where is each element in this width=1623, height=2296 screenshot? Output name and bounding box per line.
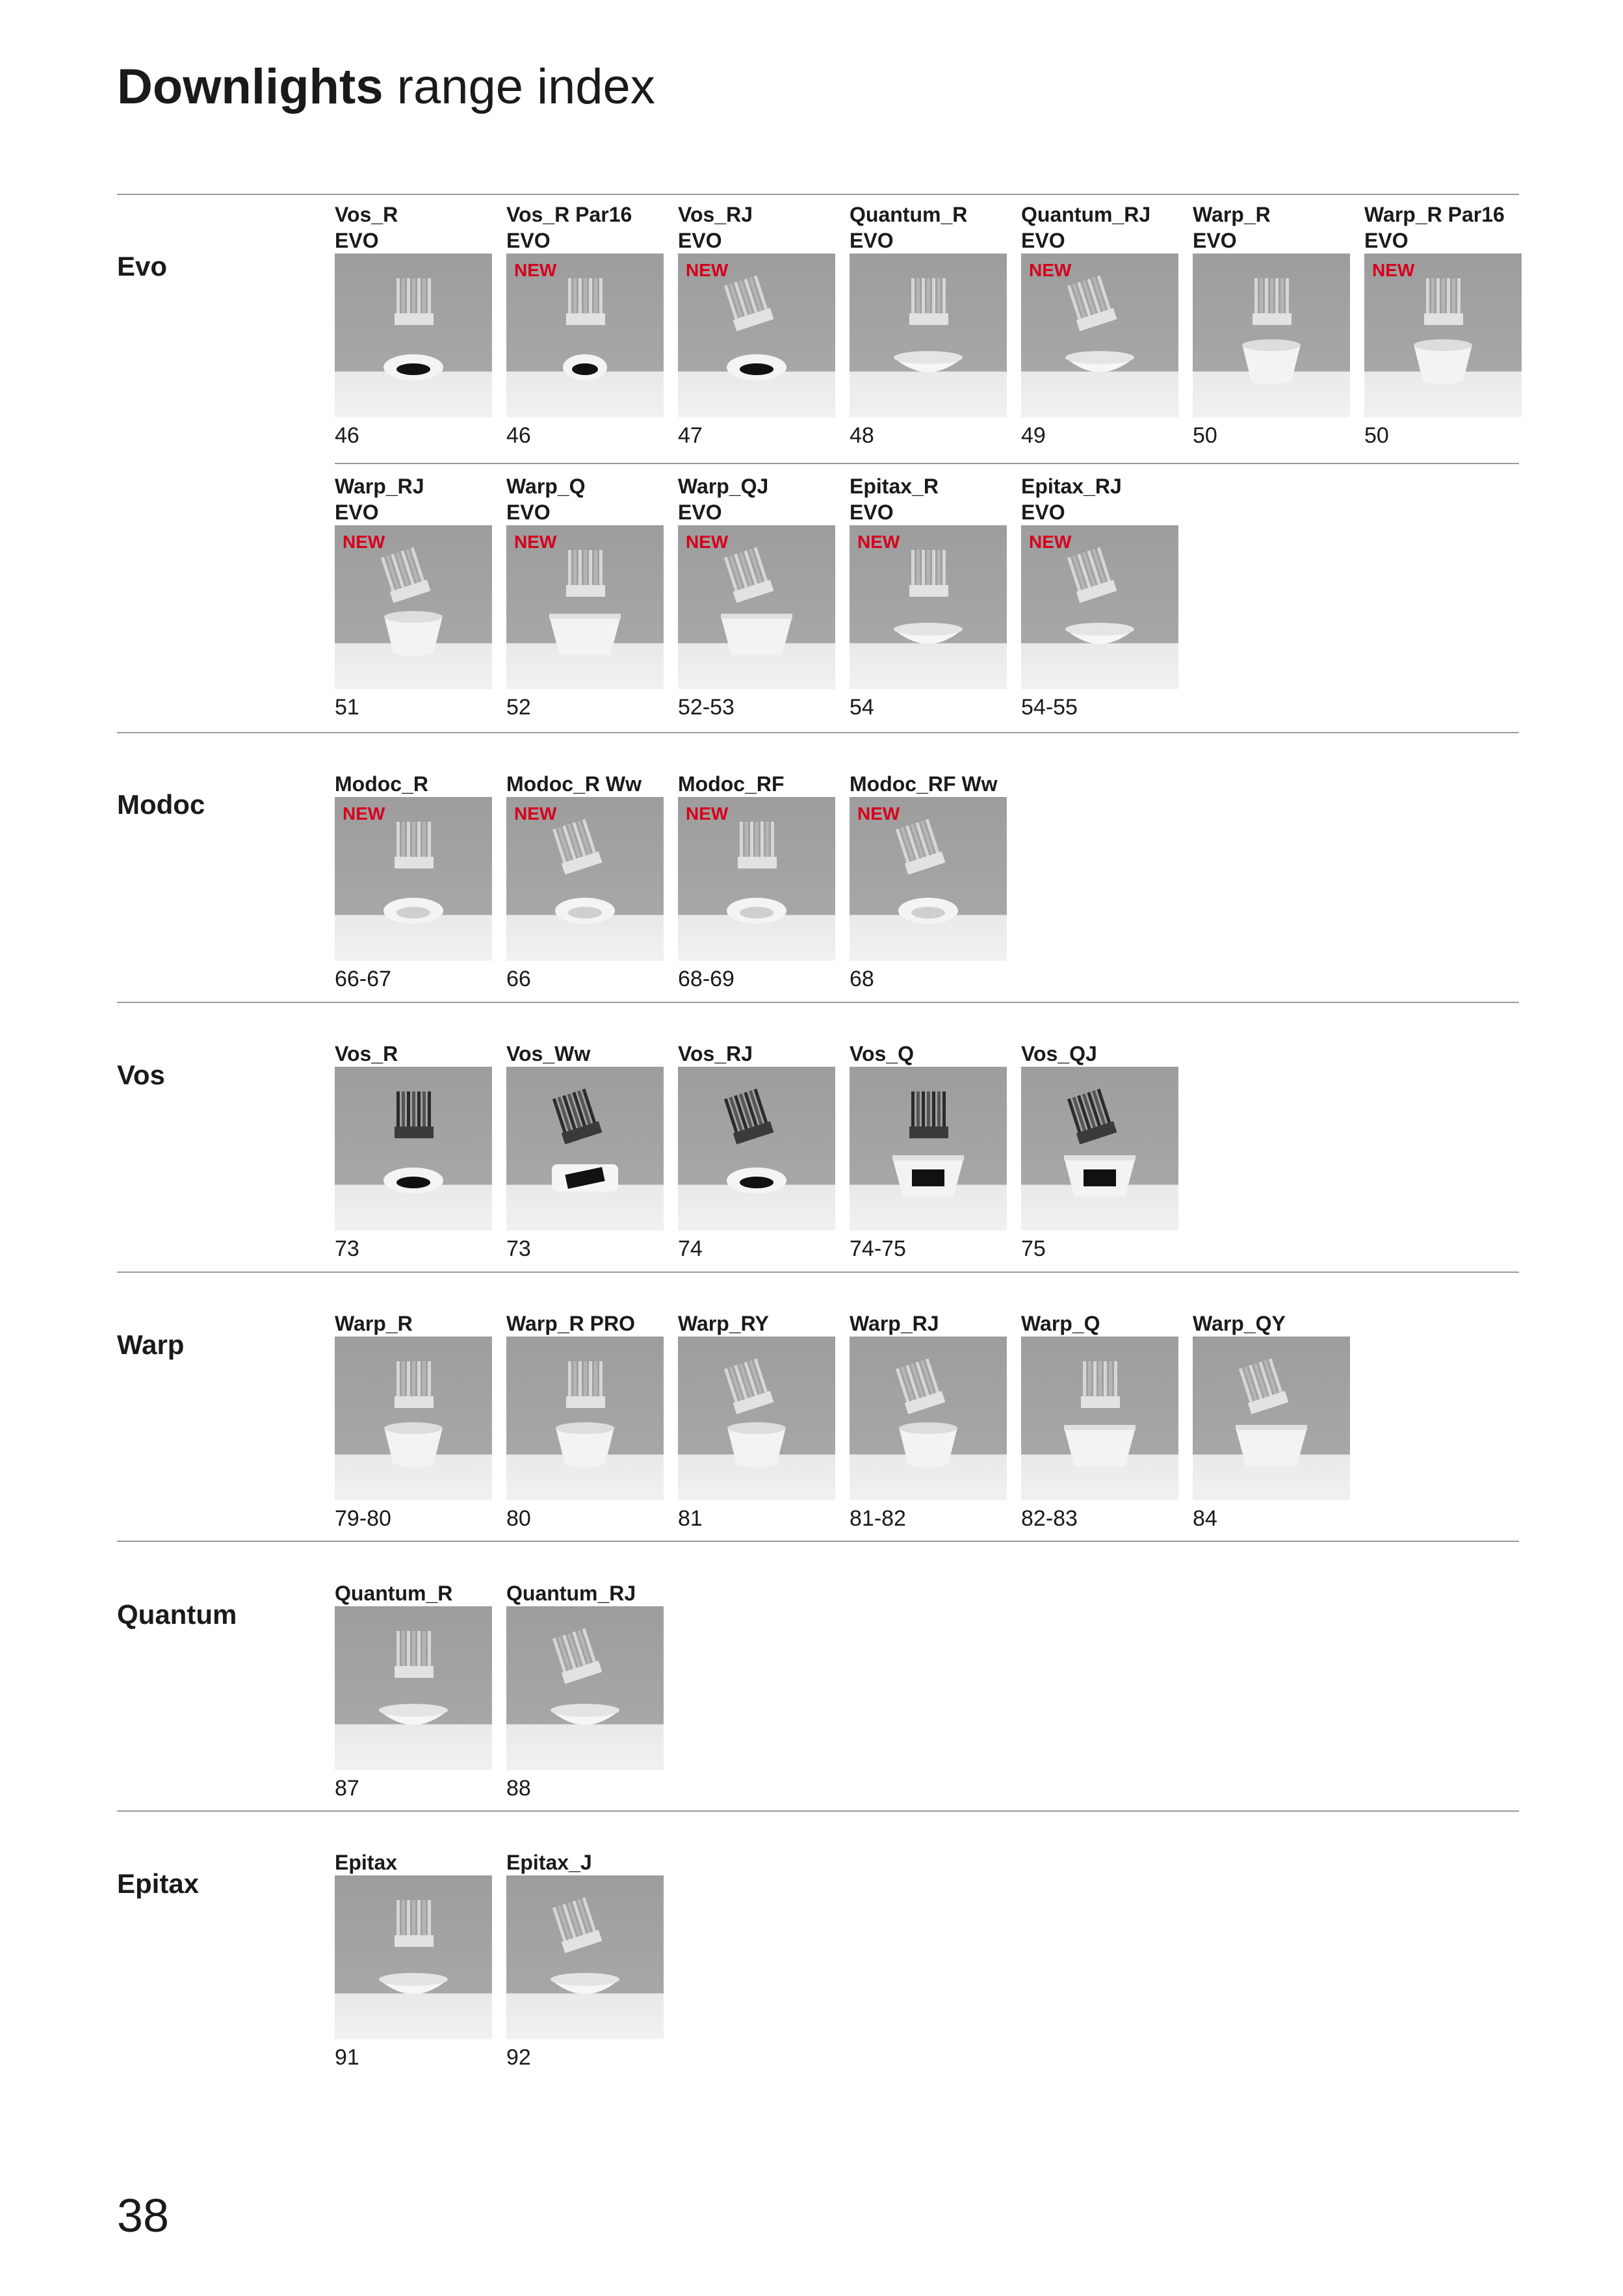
section-label-evo: Evo	[117, 251, 168, 281]
luminaire-illustration	[335, 1337, 492, 1500]
product-name: Warp_R	[1193, 203, 1271, 226]
product-image	[850, 1337, 1007, 1500]
product-image	[678, 1067, 835, 1231]
product-image	[506, 797, 664, 961]
page-ref: 81-82	[850, 1506, 906, 1531]
product-name: Modoc_R	[335, 772, 428, 796]
new-badge: NEW	[514, 532, 557, 552]
product-series: EVO	[506, 501, 551, 524]
product-name: Vos_QJ	[1021, 1042, 1097, 1065]
page-ref: 68-69	[678, 967, 734, 991]
product-card[interactable]	[1021, 202, 1178, 449]
product-image	[1364, 254, 1522, 417]
luminaire-illustration	[335, 1875, 492, 2039]
product-name: Warp_R PRO	[506, 1312, 635, 1335]
product-name: Warp_RY	[678, 1312, 769, 1335]
page-ref: 79-80	[335, 1506, 391, 1531]
new-badge: NEW	[686, 260, 729, 280]
product-image	[850, 254, 1007, 417]
product-card[interactable]	[850, 1041, 1007, 1262]
product-card[interactable]	[506, 202, 664, 449]
product-card[interactable]	[335, 1849, 492, 2070]
product-name: Warp_Q	[1021, 1312, 1100, 1335]
page-ref: 74-75	[850, 1236, 906, 1261]
luminaire-illustration	[678, 1337, 835, 1500]
product-image	[335, 1606, 492, 1770]
new-badge: NEW	[686, 803, 729, 824]
product-series: EVO	[335, 229, 379, 252]
product-card[interactable]	[335, 473, 492, 720]
page-ref: 81	[678, 1506, 703, 1531]
product-image	[678, 1337, 835, 1500]
divider	[117, 732, 1519, 733]
product-image	[335, 1337, 492, 1500]
luminaire-illustration	[506, 1067, 664, 1231]
product-card[interactable]	[1193, 1311, 1350, 1532]
product-series: EVO	[850, 501, 894, 524]
luminaire-illustration	[850, 1337, 1007, 1500]
product-name: Vos_RJ	[678, 1042, 753, 1065]
product-image	[506, 254, 664, 417]
product-image	[506, 525, 664, 689]
product-image	[335, 525, 492, 689]
product-card[interactable]	[678, 202, 835, 449]
luminaire-illustration	[1193, 254, 1350, 417]
product-card[interactable]	[1021, 473, 1178, 720]
luminaire-illustration	[335, 1067, 492, 1231]
product-name: Epitax_J	[506, 1851, 592, 1874]
luminaire-illustration	[335, 254, 492, 417]
product-series: EVO	[1021, 501, 1065, 524]
product-name: Vos_Q	[850, 1042, 914, 1065]
product-card[interactable]	[335, 202, 492, 449]
page-ref: 88	[506, 1776, 531, 1801]
product-name: Warp_R Par16	[1364, 203, 1505, 226]
product-card[interactable]	[506, 473, 664, 720]
new-badge: NEW	[343, 532, 385, 552]
luminaire-illustration	[1021, 1067, 1178, 1231]
page-ref: 54-55	[1021, 695, 1078, 720]
product-image	[335, 1875, 492, 2039]
product-image	[506, 1606, 664, 1770]
page-ref: 84	[1193, 1506, 1217, 1531]
product-image	[850, 1067, 1007, 1231]
page-ref: 50	[1364, 423, 1389, 448]
product-card[interactable]	[678, 1041, 835, 1262]
product-series: EVO	[335, 501, 379, 524]
page-ref: 91	[335, 2045, 359, 2070]
new-badge: NEW	[514, 260, 557, 280]
page-ref: 49	[1021, 423, 1046, 448]
product-image	[678, 525, 835, 689]
product-name: Quantum_RJ	[1021, 203, 1151, 226]
product-card[interactable]	[850, 1311, 1007, 1532]
product-card[interactable]	[678, 771, 835, 992]
new-badge: NEW	[857, 803, 900, 824]
product-image	[1021, 254, 1178, 417]
luminaire-illustration	[506, 1337, 664, 1500]
product-card[interactable]	[850, 202, 1007, 449]
product-name: Vos_Ww	[506, 1042, 591, 1065]
product-image	[506, 1067, 664, 1231]
page-ref: 68	[850, 967, 874, 991]
luminaire-illustration	[506, 1875, 664, 2039]
luminaire-illustration	[678, 1067, 835, 1231]
page-ref: 73	[335, 1236, 359, 1261]
section-label-modoc: Modoc	[117, 789, 205, 820]
product-name: Warp_RJ	[335, 475, 424, 498]
new-badge: NEW	[1029, 260, 1072, 280]
product-card[interactable]	[678, 473, 835, 720]
product-card[interactable]	[1364, 202, 1522, 449]
product-series: EVO	[850, 229, 894, 252]
product-image	[1021, 1337, 1178, 1500]
product-name: Quantum_RJ	[506, 1582, 636, 1605]
product-image	[850, 797, 1007, 961]
section-label-vos: Vos	[117, 1060, 165, 1090]
product-image	[1021, 1067, 1178, 1231]
section-label-epitax: Epitax	[117, 1868, 200, 1899]
product-name: Epitax_R	[850, 475, 939, 498]
product-card[interactable]	[506, 1311, 664, 1532]
product-name: Modoc_RF	[678, 772, 785, 796]
product-name: Modoc_RF Ww	[850, 772, 998, 796]
product-name: Vos_R	[335, 203, 398, 226]
product-card[interactable]	[506, 1580, 664, 1801]
product-name: Warp_QY	[1193, 1312, 1286, 1335]
page-ref: 87	[335, 1776, 359, 1801]
page-ref: 74	[678, 1236, 703, 1261]
title-bold: Downlights	[117, 59, 383, 114]
page-ref: 48	[850, 423, 874, 448]
product-card[interactable]	[335, 1311, 492, 1532]
section-label-quantum: Quantum	[117, 1599, 237, 1630]
page-ref: 51	[335, 695, 359, 720]
product-image	[506, 1337, 664, 1500]
luminaire-illustration	[850, 1067, 1007, 1231]
product-image	[335, 254, 492, 417]
product-series: EVO	[1021, 229, 1065, 252]
new-badge: NEW	[1372, 260, 1415, 280]
product-name: Quantum_R	[850, 203, 968, 226]
product-image	[850, 525, 1007, 689]
product-name: Vos_R	[335, 1042, 398, 1065]
product-card[interactable]	[506, 771, 664, 992]
product-card[interactable]	[335, 1041, 492, 1262]
page-ref: 50	[1193, 423, 1217, 448]
product-card[interactable]	[335, 1580, 492, 1801]
divider	[117, 194, 1519, 195]
product-name: Warp_RJ	[850, 1312, 939, 1335]
product-series: EVO	[506, 229, 551, 252]
product-name: Modoc_R Ww	[506, 772, 642, 796]
divider	[117, 1002, 1519, 1003]
product-image	[678, 254, 835, 417]
page-ref: 80	[506, 1506, 531, 1531]
product-series: EVO	[678, 501, 722, 524]
page-ref: 47	[678, 423, 703, 448]
page-ref: 52	[506, 695, 531, 720]
product-image	[1193, 254, 1350, 417]
title-light: range index	[396, 59, 655, 114]
page-ref: 82-83	[1021, 1506, 1078, 1531]
product-name: Vos_R Par16	[506, 203, 632, 226]
new-badge: NEW	[857, 532, 900, 552]
luminaire-illustration	[850, 254, 1007, 417]
page-ref: 73	[506, 1236, 531, 1261]
product-card[interactable]	[506, 1041, 664, 1262]
product-image	[335, 1067, 492, 1231]
product-name: Warp_Q	[506, 475, 586, 498]
product-card[interactable]	[678, 1311, 835, 1532]
page-ref: 66-67	[335, 967, 391, 991]
luminaire-illustration	[1193, 1337, 1350, 1500]
product-series: EVO	[1193, 229, 1237, 252]
product-image	[335, 797, 492, 961]
divider	[117, 1541, 1519, 1542]
new-badge: NEW	[1029, 532, 1072, 552]
new-badge: NEW	[343, 803, 385, 824]
product-name: Epitax_RJ	[1021, 475, 1122, 498]
product-image	[1021, 525, 1178, 689]
page-ref: 92	[506, 2045, 531, 2070]
product-image	[678, 797, 835, 961]
divider	[335, 463, 1519, 464]
product-series: EVO	[1364, 229, 1409, 252]
page-ref: 46	[506, 423, 531, 448]
product-name: Epitax	[335, 1851, 398, 1874]
product-card[interactable]	[850, 473, 1007, 720]
product-image	[506, 1875, 664, 2039]
divider	[117, 1272, 1519, 1273]
new-badge: NEW	[514, 803, 557, 824]
divider	[117, 1810, 1519, 1812]
luminaire-illustration	[335, 1606, 492, 1770]
product-card[interactable]	[335, 771, 492, 992]
product-name: Quantum_R	[335, 1582, 453, 1605]
page-ref: 75	[1021, 1236, 1046, 1261]
luminaire-illustration	[506, 1606, 664, 1770]
product-card[interactable]	[1193, 202, 1350, 449]
new-badge: NEW	[686, 532, 729, 552]
product-card[interactable]	[506, 1849, 664, 2070]
page-ref: 54	[850, 695, 874, 720]
product-name: Warp_R	[335, 1312, 413, 1335]
page-ref: 46	[335, 423, 359, 448]
page-number: 38	[117, 2190, 170, 2242]
product-card[interactable]	[850, 771, 1007, 992]
product-card[interactable]	[1021, 1311, 1178, 1532]
page-ref: 52-53	[678, 695, 734, 720]
luminaire-illustration	[1021, 1337, 1178, 1500]
section-label-warp: Warp	[117, 1329, 185, 1360]
page-title	[117, 59, 655, 114]
product-image	[1193, 1337, 1350, 1500]
product-series: EVO	[678, 229, 722, 252]
product-card[interactable]	[1021, 1041, 1178, 1262]
page-ref: 66	[506, 967, 531, 991]
product-name: Vos_RJ	[678, 203, 753, 226]
product-name: Warp_QJ	[678, 475, 769, 498]
